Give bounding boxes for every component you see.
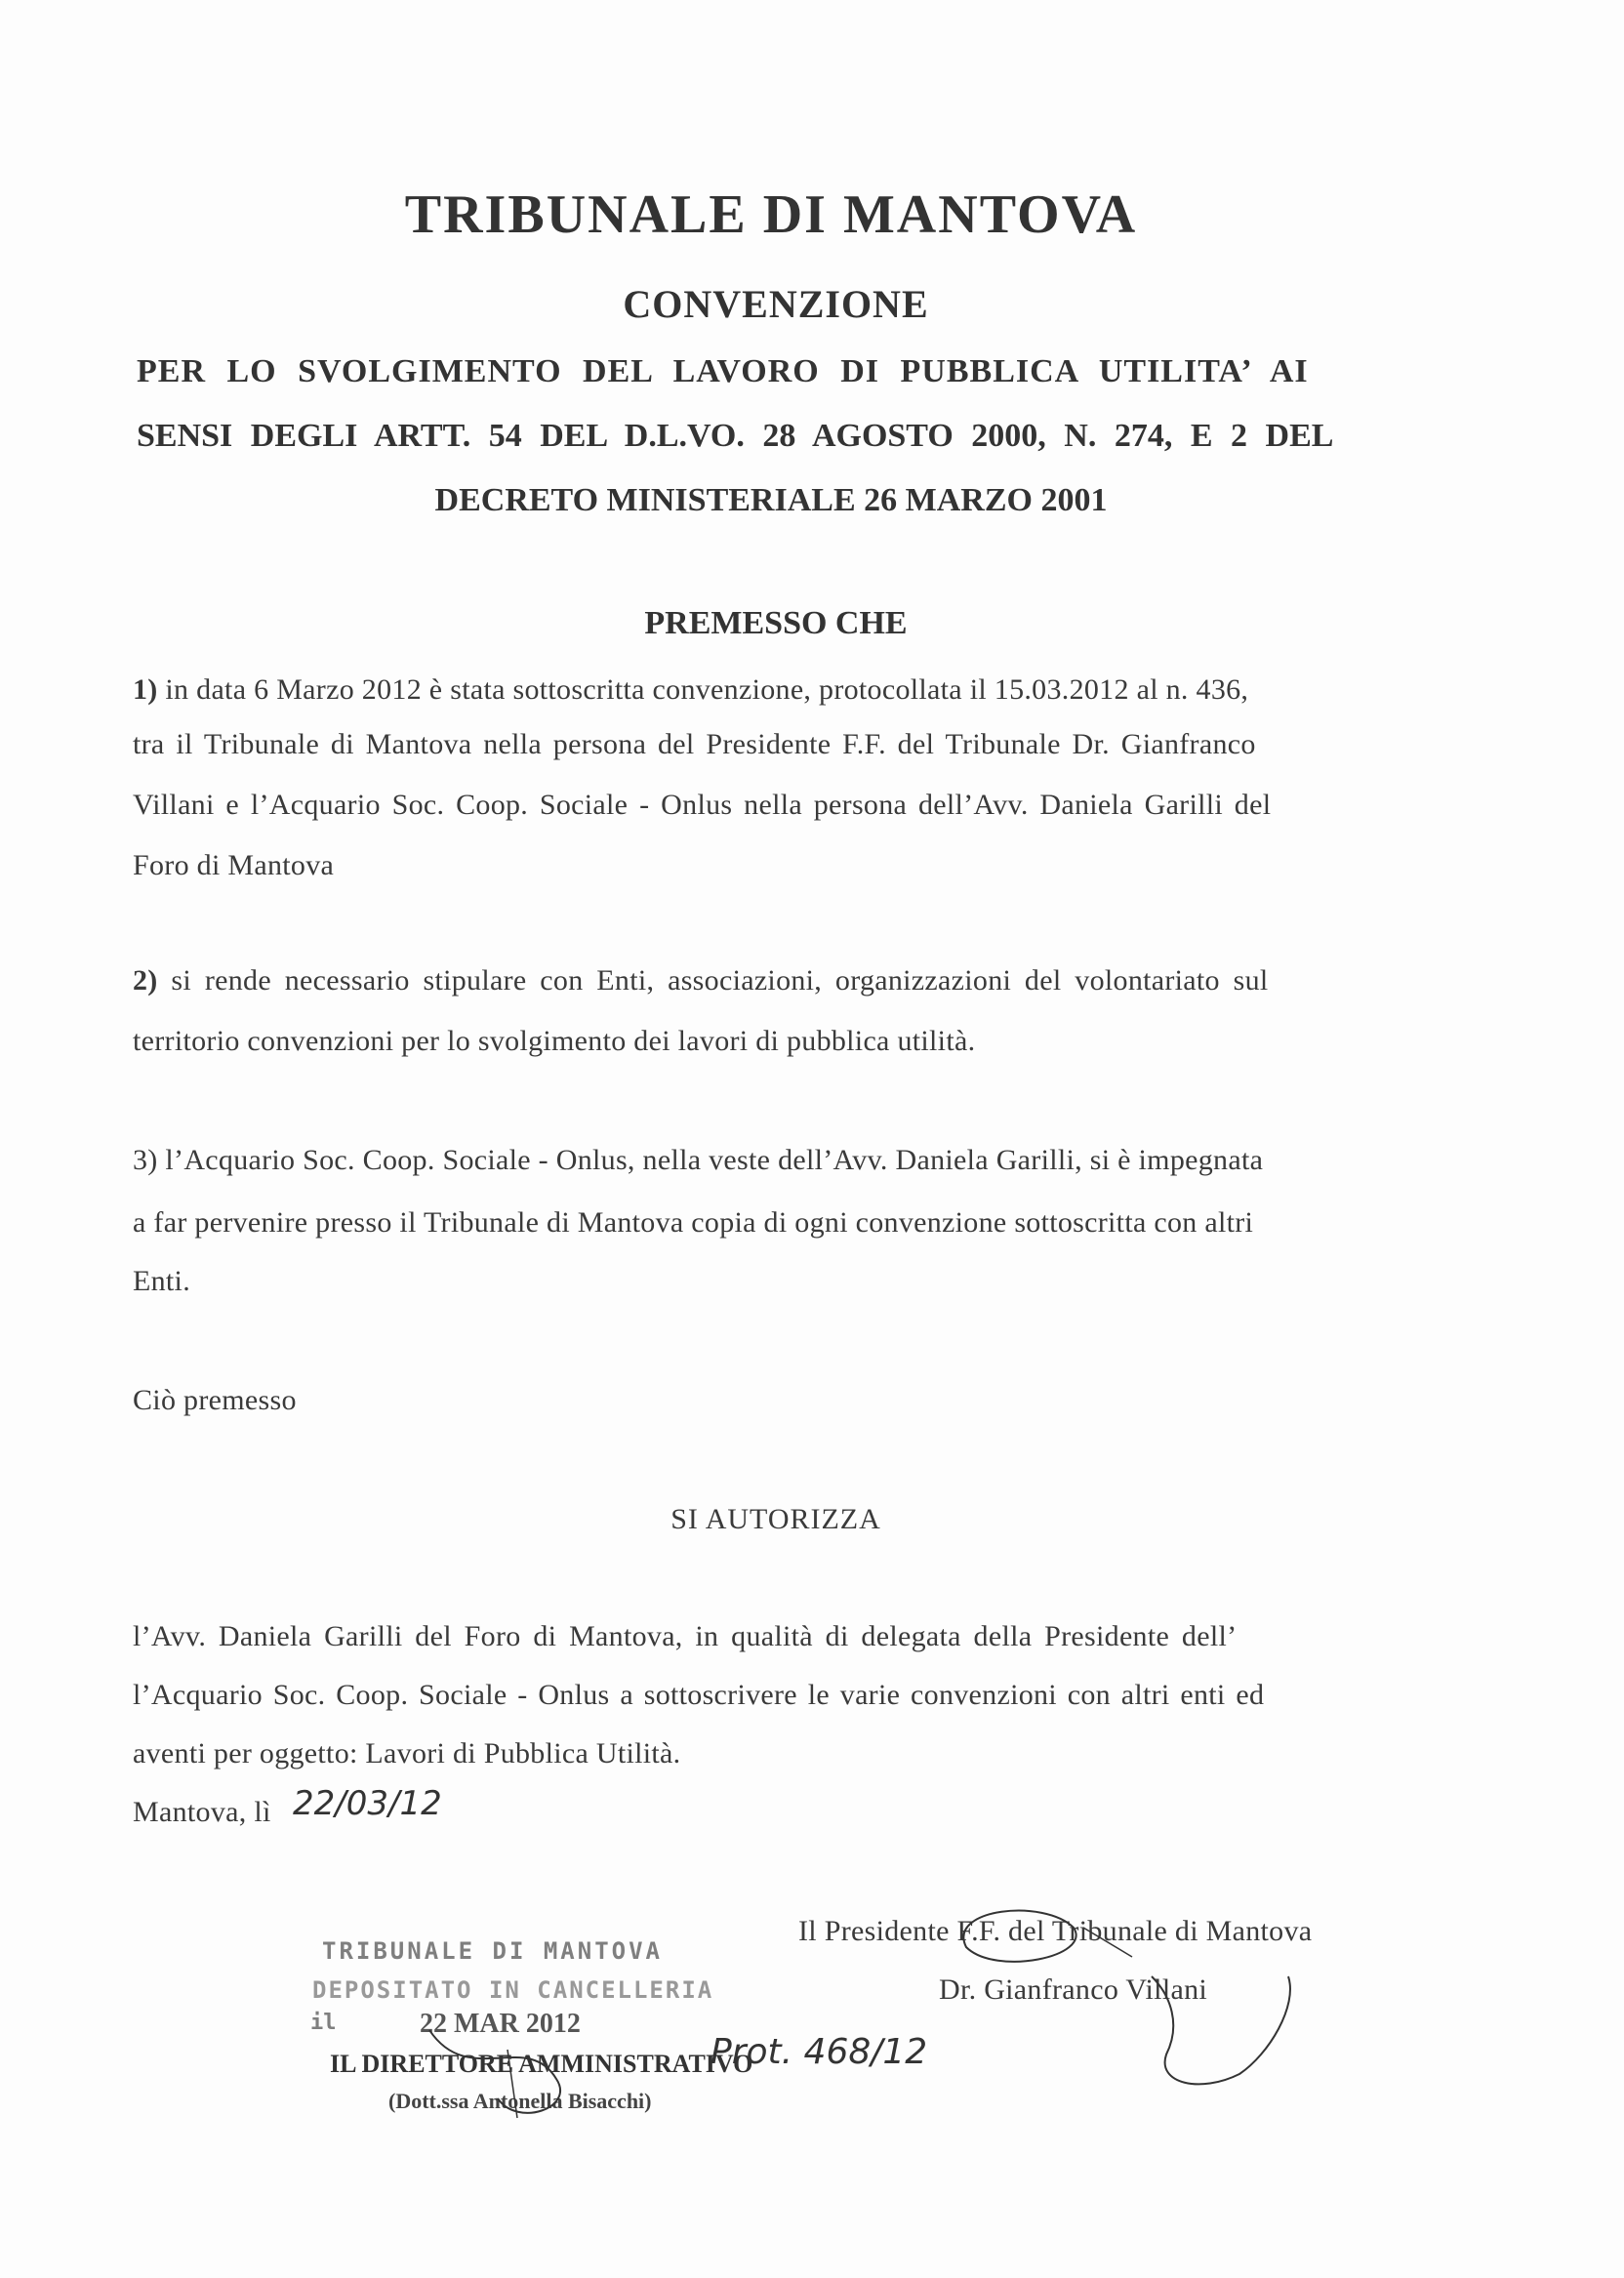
document-subtitle: CONVENZIONE: [623, 282, 929, 326]
point1-text-1: in data 6 Marzo 2012 è stata sottoscritta convenzione, protocollata il 15.03.2012 al n. 436,: [165, 673, 1249, 706]
place-date-label: Mantova, lì: [133, 1796, 271, 1828]
heading-line-3: DECRETO MINISTERIALE 26 MARZO 2001: [434, 482, 1108, 518]
handwritten-protocol: Prot. 468/12: [710, 2032, 928, 2072]
heading-line-2: SENSI DEGLI ARTT. 54 DEL D.L.VO. 28 AGOSTO 2000, N. 274, E 2 DEL: [137, 418, 1334, 454]
point2-line-2: territorio convenzioni per lo svolgimento dei lavori di pubblica utilità.: [133, 1025, 976, 1057]
stamp-line-3-prefix: il: [310, 2011, 337, 2035]
point2-text-1: si rende necessario stipulare con Enti, associazioni, organizzazioni del volontariato sul: [171, 964, 1269, 997]
document-title: TRIBUNALE DI MANTOVA: [404, 184, 1138, 245]
point3-text-1: l’Acquario Soc. Coop. Sociale - Onlus, nella veste dell’Avv. Daniela Garilli, si è impegnata: [165, 1144, 1264, 1176]
point3-line-2: a far pervenire presso il Tribunale di Mantova copia di ogni convenzione sottoscritta con altri: [133, 1206, 1254, 1239]
point3-line-3: Enti.: [133, 1265, 190, 1297]
signatory-title: Il Presidente F.F. del Tribunale di Mantova: [798, 1915, 1313, 1947]
stamp-line-2: DEPOSITATO IN CANCELLERIA: [312, 1976, 714, 2004]
stamp-date: 22 MAR 2012: [420, 2009, 581, 2039]
stamp-line-4: IL DIRETTORE AMMINISTRATIVO: [330, 2050, 753, 2078]
cio-premesso: Ciò premesso: [133, 1384, 297, 1416]
signatory-name: Dr. Gianfranco Villani: [939, 1973, 1208, 2006]
point1-line-1: [133, 673, 1248, 707]
handwritten-date: 22/03/12: [293, 1784, 442, 1823]
point2-line-1: [133, 964, 1269, 997]
point1-line-2: tra il Tribunale di Mantova nella persona del Presidente F.F. del Tribunale Dr. Gianfranco: [133, 728, 1256, 760]
point1-line-4: Foro di Mantova: [133, 849, 335, 881]
stamp-signature-mark: [410, 2011, 625, 2147]
stamp-line-5: (Dott.ssa Antonella Bisacchi): [388, 2089, 652, 2113]
point3-number: 3): [133, 1144, 158, 1176]
point1-number: 1): [133, 673, 158, 706]
point2-number: 2): [133, 964, 158, 997]
authorization-line-1: l’Avv. Daniela Garilli del Foro di Mantova, in qualità di delegata della Presidente dell’: [133, 1620, 1238, 1652]
signature-mark: [908, 1889, 1318, 2113]
point3-line-1: [133, 1144, 1263, 1177]
point1-line-3: Villani e l’Acquario Soc. Coop. Sociale - Onlus nella persona dell’Avv. Daniela Garilli del: [133, 789, 1272, 821]
si-autorizza-heading: SI AUTORIZZA: [670, 1503, 881, 1535]
premesso-heading: PREMESSO CHE: [644, 605, 908, 641]
heading-line-1: PER LO SVOLGIMENTO DEL LAVORO DI PUBBLICA UTILITA’ AI: [137, 353, 1309, 389]
authorization-line-3: aventi per oggetto: Lavori di Pubblica Utilità.: [133, 1737, 681, 1770]
authorization-line-2: l’Acquario Soc. Coop. Sociale - Onlus a sottoscrivere le varie convenzioni con altri enti ed: [133, 1679, 1265, 1711]
stamp-line-1: TRIBUNALE DI MANTOVA: [322, 1937, 663, 1965]
